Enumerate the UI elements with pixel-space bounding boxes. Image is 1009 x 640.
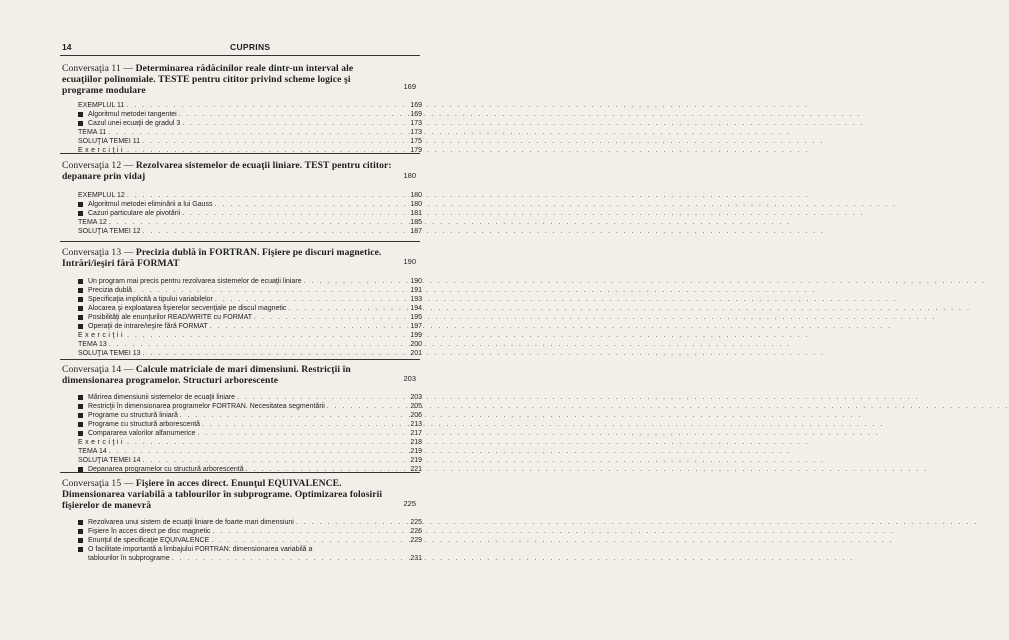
bullet-square-icon xyxy=(78,306,83,311)
toc-entry-page: 194 xyxy=(410,305,422,312)
toc-entry-continued xyxy=(88,553,422,562)
toc-entry-label: TEMA 12 xyxy=(78,219,107,226)
bullet-square-icon xyxy=(78,404,83,409)
toc-entry-page: 205 xyxy=(410,403,422,410)
leader-dots xyxy=(304,278,986,285)
toc-entry-label: Cazul unei ecuaţii de gradul 3 xyxy=(88,120,181,127)
toc-entry-page: 213 xyxy=(410,421,422,428)
toc-subentry xyxy=(78,410,422,419)
toc-entry-label: Alocarea şi exploatarea fişierelor secvenţiale pe discul magnetic xyxy=(88,305,287,312)
bullet-square-icon xyxy=(78,538,83,543)
toc-entry xyxy=(78,330,422,339)
leader-dots xyxy=(254,314,936,321)
leader-dots xyxy=(202,421,884,428)
toc-entry-page: 199 xyxy=(410,332,422,339)
leader-dots xyxy=(182,120,864,127)
toc-subentry xyxy=(78,294,422,303)
toc-entry-page: 169 xyxy=(410,102,422,109)
toc-entry-page: 173 xyxy=(410,129,422,136)
toc-entry-label: tablourilor în subprograme xyxy=(88,555,170,562)
bullet-square-icon xyxy=(78,279,83,284)
toc-entry xyxy=(78,455,422,464)
leader-dots xyxy=(215,296,897,303)
bullet-square-icon xyxy=(78,315,83,320)
toc-entry-label: Cazuri particulare ale pivotării xyxy=(88,210,181,217)
toc-entry-page: 201 xyxy=(410,350,422,357)
bullet-square-icon xyxy=(78,324,83,329)
toc-entry-label: Posibilităţi ale enunţurilor READ/WRITE cu FORMAT xyxy=(88,314,253,321)
toc-entry-label: EXEMPLUL 11 xyxy=(78,102,125,109)
toc-entry xyxy=(78,226,422,235)
leader-dots xyxy=(143,350,825,357)
toc-entry-label: Compararea valorilor alfanumerice xyxy=(88,430,196,437)
leader-dots xyxy=(143,228,825,235)
leader-dots xyxy=(211,537,893,544)
toc-entry-page: 225 xyxy=(410,519,422,526)
toc-entry-page: 221 xyxy=(410,466,422,473)
conversation-page: 180 xyxy=(403,171,416,180)
leader-dots xyxy=(109,219,791,226)
toc-entry-page: 219 xyxy=(410,457,422,464)
leader-dots xyxy=(109,341,791,348)
bullet-square-icon xyxy=(78,121,83,126)
leader-dots xyxy=(237,394,919,401)
toc-entry-label: Algoritmul metodei eliminării a lui Gauss xyxy=(88,201,213,208)
bullet-square-icon xyxy=(78,422,83,427)
leader-dots xyxy=(134,287,816,294)
bullet-square-icon xyxy=(78,112,83,117)
divider xyxy=(60,55,420,56)
leader-dots xyxy=(126,102,808,109)
toc-entry-label: SOLUŢIA TEMEI 13 xyxy=(78,350,141,357)
toc-entry-label: SOLUŢIA TEMEI 11 xyxy=(78,138,140,145)
bullet-square-icon xyxy=(78,395,83,400)
toc-entry-label: Mărirea dimensiunii sistemelor de ecuaţii liniare xyxy=(88,394,236,401)
toc-subentry xyxy=(78,208,422,217)
toc-entry-page: 179 xyxy=(410,147,422,154)
toc-entry-page: 175 xyxy=(410,138,422,145)
leader-dots xyxy=(109,448,791,455)
toc-subentry xyxy=(78,285,422,294)
toc-entry-label: O facilitate importantă a limbajului FORTRAN: dimensionarea variabilă a xyxy=(88,546,313,553)
leader-dots xyxy=(127,332,809,339)
toc-entry-page: 231 xyxy=(410,555,422,562)
toc-entry-page: 193 xyxy=(410,296,422,303)
bullet-square-icon xyxy=(78,413,83,418)
bullet-square-icon xyxy=(78,288,83,293)
toc-subentry xyxy=(78,526,422,535)
conversation-title: Conversaţia 15 — Fişiere în acces direct. Enunţul EQUIVALENCE. Dimensionarea variabilă a tablourilor în subprograme. Optimizarea folosirii fişierelor de manevră xyxy=(62,478,383,511)
toc-entry-label: Programe cu structură arborescentă xyxy=(88,421,201,428)
toc-entry-label: TEMA 11 xyxy=(78,129,107,136)
toc-entry-page: 191 xyxy=(410,287,422,294)
toc-entry-label: Exerciţii xyxy=(78,439,126,446)
bullet-square-icon xyxy=(78,529,83,534)
toc-entry-label: SOLUŢIA TEMEI 14 xyxy=(78,457,141,464)
toc-entry-label: Restricţii în dimensionarea programelor FORTRAN. Necesitatea segmentării xyxy=(88,403,325,410)
conversation-title: Conversaţia 13 — Precizia dublă în FORTRAN. Fişiere pe discuri magnetice. Intrări/ieşiri fără FORMAT xyxy=(62,247,382,269)
leader-dots xyxy=(213,528,895,535)
toc-subentry xyxy=(78,312,422,321)
toc-subentry xyxy=(78,109,422,118)
leader-dots xyxy=(108,129,790,136)
page-title: CUPRINS xyxy=(230,42,271,52)
toc-subentry xyxy=(78,401,422,410)
leader-dots xyxy=(127,439,809,446)
toc-entry-label: Operaţii de intrare/ieşire fără FORMAT xyxy=(88,323,208,330)
toc-entry-page: 217 xyxy=(410,430,422,437)
toc-entry-page: 173 xyxy=(410,120,422,127)
toc-entry-page: 195 xyxy=(410,314,422,321)
toc-subentry xyxy=(78,544,392,553)
conversation-title: Conversaţia 11 — Determinarea rădăcinilor reale dintr-un interval ale ecuaţiilor polinomiale. TESTE pentru cititor privind scheme logice şi programe modulare xyxy=(62,63,354,96)
leader-dots xyxy=(180,412,862,419)
toc-entry xyxy=(78,217,422,226)
toc-entry-page: 197 xyxy=(410,323,422,330)
toc-entry-page: 190 xyxy=(410,278,422,285)
leader-dots xyxy=(288,305,970,312)
bullet-square-icon xyxy=(78,211,83,216)
toc-entry-label: Depanarea programelor cu structură arborescentă xyxy=(88,466,244,473)
leader-dots xyxy=(327,403,1009,410)
toc-subentry xyxy=(78,419,422,428)
toc-subentry xyxy=(78,199,422,208)
toc-subentry xyxy=(78,428,422,437)
toc-entry-page: 180 xyxy=(410,201,422,208)
toc-entry xyxy=(78,437,422,446)
toc-subentry xyxy=(78,517,422,526)
toc-entry-page: 180 xyxy=(410,192,422,199)
toc-subentry xyxy=(78,392,422,401)
toc-subentry xyxy=(78,321,422,330)
page-number: 14 xyxy=(62,42,72,52)
conversation-title: Conversaţia 14 — Calcule matriciale de mari dimensiuni. Restricţii în dimensionarea programelor. Structuri arborescente xyxy=(62,364,351,386)
section-divider xyxy=(60,153,420,154)
toc-subentry xyxy=(78,535,422,544)
toc-entry-label: Specificaţia implicită a tipului variabilelor xyxy=(88,296,213,303)
toc-entry xyxy=(78,100,422,109)
bullet-square-icon xyxy=(78,520,83,525)
page xyxy=(0,0,442,640)
toc-entry xyxy=(78,190,422,199)
conversation-page: 225 xyxy=(403,499,416,508)
toc-entry-page: 229 xyxy=(410,537,422,544)
toc-entry xyxy=(78,339,422,348)
toc-entry-label: Rezolvarea unui sistem de ecuaţii liniare de foarte mari dimensiuni xyxy=(88,519,294,526)
toc-entry-page: 187 xyxy=(410,228,422,235)
toc-entry-label: Fişiere în acces direct pe disc magnetic xyxy=(88,528,211,535)
toc-entry-label: Enunţul de specificaţie EQUIVALENCE xyxy=(88,537,210,544)
bullet-square-icon xyxy=(78,202,83,207)
toc-entry xyxy=(78,136,422,145)
toc-entry-label: EXEMPLUL 12 xyxy=(78,192,125,199)
leader-dots xyxy=(197,430,879,437)
toc-entry-label: Exerciţii xyxy=(78,332,126,339)
bullet-square-icon xyxy=(78,431,83,436)
toc-entry-page: 206 xyxy=(410,412,422,419)
toc-entry-label: SOLUŢIA TEMEI 12 xyxy=(78,228,141,235)
toc-subentry xyxy=(78,118,422,127)
toc-entry-page: 203 xyxy=(410,394,422,401)
toc-entry-page: 219 xyxy=(410,448,422,455)
toc-entry-label: Programe cu structură liniară xyxy=(88,412,178,419)
leader-dots xyxy=(142,138,824,145)
toc-entry-page: 169 xyxy=(410,111,422,118)
leader-dots xyxy=(172,555,854,562)
toc-entry-label: TEMA 14 xyxy=(78,448,107,455)
toc-entry xyxy=(78,127,422,136)
leader-dots xyxy=(296,519,978,526)
leader-dots xyxy=(215,201,897,208)
toc-entry-page: 226 xyxy=(410,528,422,535)
section-divider xyxy=(60,359,420,360)
conversation-page: 203 xyxy=(403,374,416,383)
leader-dots xyxy=(143,457,825,464)
toc-entry-page: 185 xyxy=(410,219,422,226)
toc-entry xyxy=(78,348,422,357)
leader-dots xyxy=(210,323,892,330)
conversation-page: 169 xyxy=(403,82,416,91)
section-divider xyxy=(60,241,420,242)
toc-entry-label: TEMA 13 xyxy=(78,341,107,348)
toc-entry-label: Precizia dublă xyxy=(88,287,132,294)
toc-entry xyxy=(78,446,422,455)
conversation-page: 190 xyxy=(403,257,416,266)
section-divider xyxy=(60,472,420,473)
leader-dots xyxy=(127,192,809,199)
conversation-title: Conversaţia 12 — Rezolvarea sistemelor de ecuaţii liniare. TEST pentru cititor: depanare prin vidaj xyxy=(62,160,392,182)
toc-entry-label: Algoritmul metodei tangentei xyxy=(88,111,177,118)
toc-subentry xyxy=(78,276,422,285)
toc-entry-label: Un program mai precis pentru rezolvarea sistemelor de ecuaţii liniare xyxy=(88,278,302,285)
toc-entry-page: 200 xyxy=(410,341,422,348)
page-header xyxy=(62,42,414,54)
toc-entry-page: 181 xyxy=(410,210,422,217)
leader-dots xyxy=(182,210,864,217)
toc-entry-label: Exerciţii xyxy=(78,147,126,154)
bullet-square-icon xyxy=(78,547,83,552)
toc-subentry xyxy=(78,303,422,312)
toc-entry-page: 218 xyxy=(410,439,422,446)
bullet-square-icon xyxy=(78,297,83,302)
leader-dots xyxy=(179,111,861,118)
